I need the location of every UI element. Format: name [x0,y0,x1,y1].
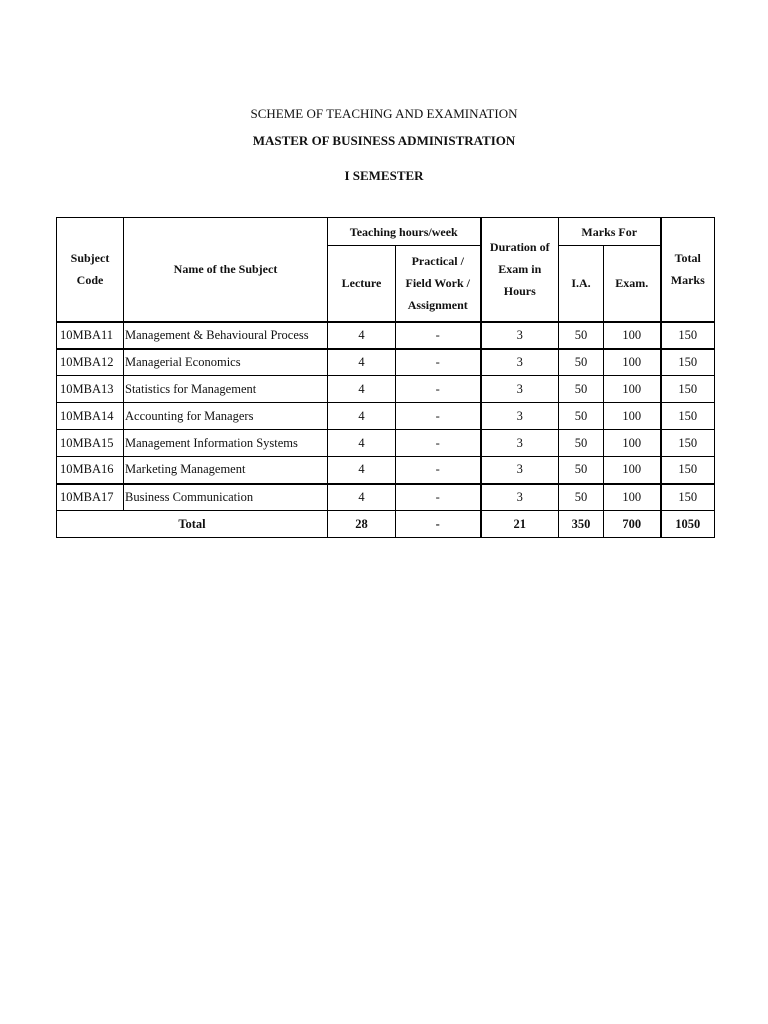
exam-cell: 100 [604,322,661,349]
subject-code-cell: 10MBA12 [57,349,124,376]
lecture-cell: 4 [328,484,396,511]
subject-code-header [57,218,124,322]
subject-name-cell: Business Communication [124,484,328,511]
subject-code-cell: 10MBA16 [57,457,124,484]
table-row [57,349,715,376]
subject-name-cell: Statistics for Management [124,376,328,403]
lecture-cell: 4 [328,376,396,403]
total-label: Total [57,511,328,538]
program-heading: MASTER OF BUSINESS ADMINISTRATION [252,133,516,148]
practical-header-line-2: Field Work / [405,276,470,291]
total-row [57,511,715,538]
duration-header-line-1: Duration of [489,240,550,255]
ia-header: I.A. [559,246,604,322]
lecture-cell: 4 [328,430,396,457]
duration-cell: 3 [481,403,559,430]
total-cell: 150 [661,430,715,457]
practical-cell: - [396,484,481,511]
lecture-cell: 4 [328,349,396,376]
exam-header: Exam. [604,246,661,322]
exam-cell: 100 [604,376,661,403]
duration-cell: 3 [481,322,559,349]
ia-cell: 50 [559,403,604,430]
duration-header-line-3: Hours [503,284,536,299]
practical-cell: - [396,457,481,484]
ia-cell: 50 [559,457,604,484]
table-row [57,457,715,484]
total-marks-header-line-1: Total [674,251,701,266]
subject-code-cell: 10MBA11 [57,322,124,349]
exam-cell: 100 [604,349,661,376]
practical-header-line-3: Assignment [407,298,468,313]
total-marks-header-line-2: Marks [670,273,705,288]
practical-header-line-1: Practical / [411,254,464,269]
subject-code-header-line-2: Code [76,273,104,288]
duration-header [481,218,559,322]
subject-name-cell: Managerial Economics [124,349,328,376]
table-header-row-1 [57,218,715,246]
practical-cell: - [396,376,481,403]
practical-cell: - [396,430,481,457]
lecture-header: Lecture [328,246,396,322]
subject-code-cell: 10MBA13 [57,376,124,403]
duration-cell: 3 [481,457,559,484]
ia-cell: 50 [559,484,604,511]
total-ia-cell: 350 [559,511,604,538]
teaching-hours-header: Teaching hours/week [328,218,481,246]
lecture-cell: 4 [328,457,396,484]
duration-cell: 3 [481,484,559,511]
grand-total-cell: 1050 [661,511,715,538]
total-cell: 150 [661,349,715,376]
scheme-table [56,217,715,538]
total-practical-cell: - [396,511,481,538]
practical-header [396,246,481,322]
ia-cell: 50 [559,322,604,349]
total-cell: 150 [661,322,715,349]
table-row [57,403,715,430]
exam-cell: 100 [604,430,661,457]
exam-cell: 100 [604,403,661,430]
exam-cell: 100 [604,457,661,484]
subject-name-cell: Accounting for Managers [124,403,328,430]
total-cell: 150 [661,457,715,484]
duration-cell: 3 [481,349,559,376]
ia-cell: 50 [559,349,604,376]
total-duration-cell: 21 [481,511,559,538]
practical-cell: - [396,403,481,430]
total-marks-header [661,218,715,322]
subject-name-cell: Management & Behavioural Process [124,322,328,349]
subject-name-header: Name of the Subject [124,218,328,322]
practical-cell: - [396,349,481,376]
subject-code-header-line-1: Subject [70,251,110,266]
subject-code-cell: 10MBA17 [57,484,124,511]
subject-code-cell: 10MBA15 [57,430,124,457]
subject-code-cell: 10MBA14 [57,403,124,430]
table-row [57,430,715,457]
lecture-cell: 4 [328,403,396,430]
scheme-heading: SCHEME OF TEACHING AND EXAMINATION [250,106,518,121]
subject-name-cell: Marketing Management [124,457,328,484]
total-cell: 150 [661,403,715,430]
semester-heading: I SEMESTER [344,168,424,183]
lecture-cell: 4 [328,322,396,349]
table-row [57,484,715,511]
duration-header-line-2: Exam in [498,262,542,277]
practical-cell: - [396,322,481,349]
table-row [57,322,715,349]
duration-cell: 3 [481,376,559,403]
total-cell: 150 [661,484,715,511]
exam-cell: 100 [604,484,661,511]
duration-cell: 3 [481,430,559,457]
total-exam-cell: 700 [604,511,661,538]
ia-cell: 50 [559,376,604,403]
total-lecture-cell: 28 [328,511,396,538]
total-cell: 150 [661,376,715,403]
subject-name-cell: Management Information Systems [124,430,328,457]
marks-for-header: Marks For [559,218,661,246]
table-row [57,376,715,403]
ia-cell: 50 [559,430,604,457]
